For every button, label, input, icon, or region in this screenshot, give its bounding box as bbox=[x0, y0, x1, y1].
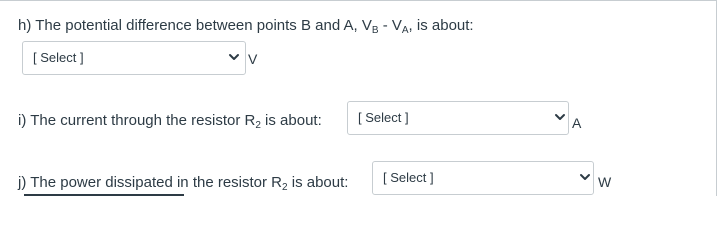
question-j-text bbox=[18, 174, 348, 192]
question-j-select[interactable] bbox=[372, 161, 594, 195]
question-i-text bbox=[18, 112, 322, 130]
chevron-down-icon bbox=[579, 172, 591, 182]
question-h-select-value: [ Select ] bbox=[33, 50, 84, 65]
question-h-unit: V bbox=[248, 51, 258, 67]
question-h-subscript-a: A bbox=[401, 25, 409, 36]
question-i-subscript: 2 bbox=[255, 120, 261, 131]
question-h-middle: - V bbox=[378, 17, 402, 34]
question-j-select-value: [ Select ] bbox=[383, 170, 434, 185]
question-h-select[interactable] bbox=[22, 41, 246, 75]
question-j-underline bbox=[24, 194, 184, 196]
question-h-suffix: , is about: bbox=[408, 17, 474, 34]
question-i-prefix: i) The current through the resistor R bbox=[18, 112, 256, 129]
question-j-prefix: j) The power dissipated in the resistor R bbox=[18, 174, 283, 191]
question-j-subscript: 2 bbox=[282, 182, 288, 193]
question-i-suffix: is about: bbox=[260, 112, 322, 129]
question-h-subscript-b: B bbox=[371, 25, 379, 36]
question-i-unit: A bbox=[572, 115, 582, 131]
chevron-down-icon bbox=[554, 112, 566, 122]
question-h-prefix: h) The potential difference between points B and A, V bbox=[18, 17, 372, 34]
question-i-select[interactable] bbox=[347, 101, 569, 135]
question-j-suffix: is about: bbox=[287, 174, 349, 191]
question-j-unit: W bbox=[598, 174, 612, 190]
question-i-select-value: [ Select ] bbox=[358, 110, 409, 125]
chevron-down-icon bbox=[228, 52, 240, 62]
question-h-text bbox=[18, 17, 474, 35]
